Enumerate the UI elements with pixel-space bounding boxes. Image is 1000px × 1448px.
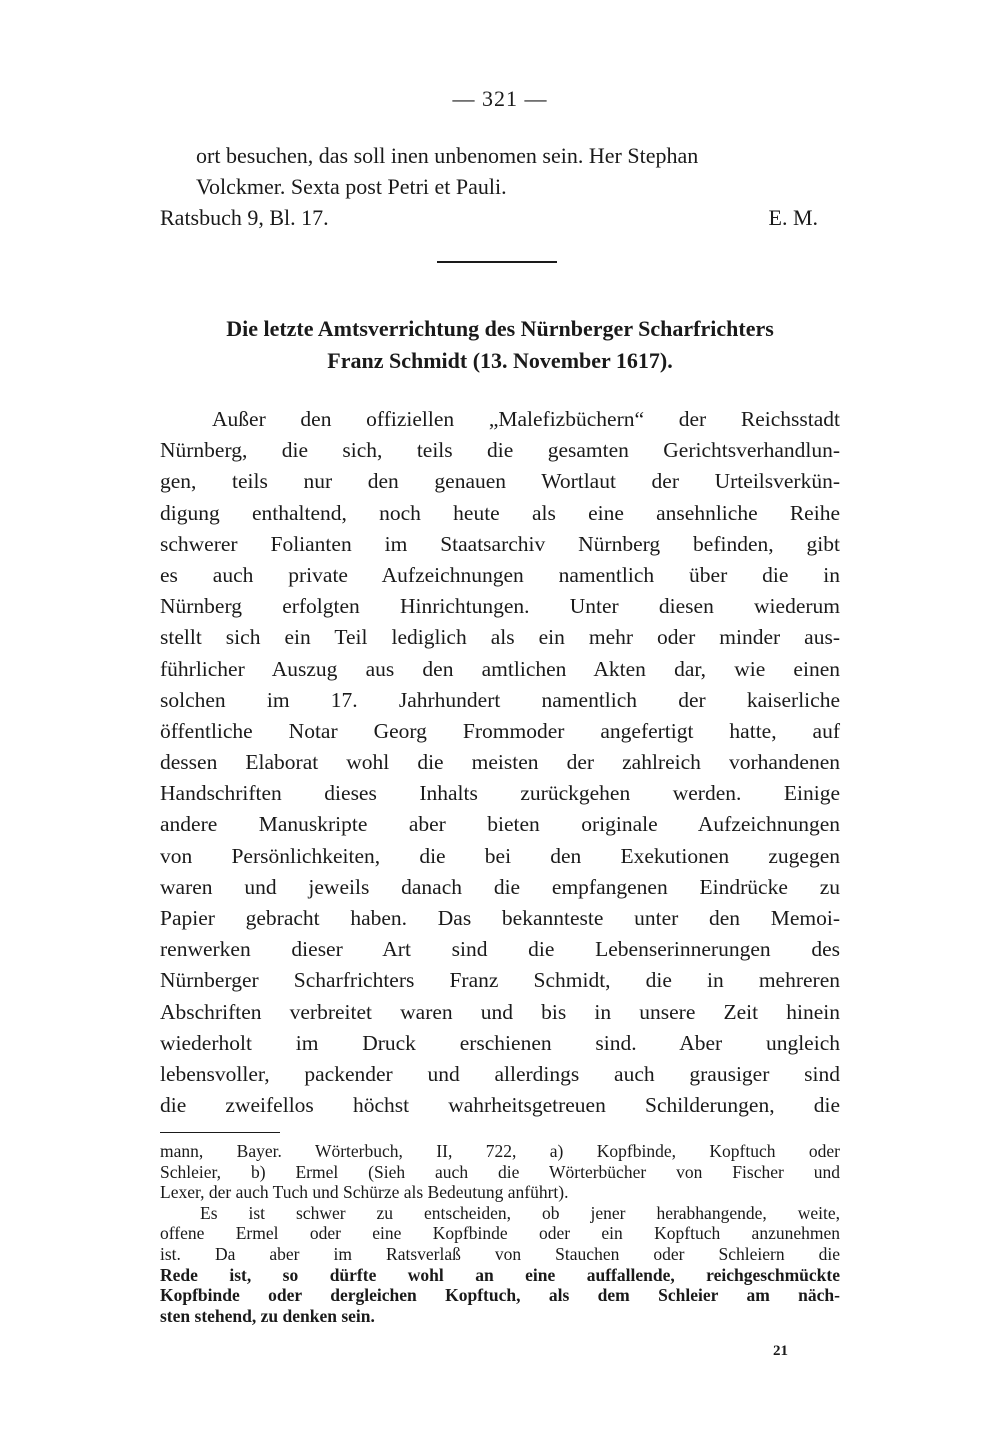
- footnote-line: offene Ermel oder eine Kopfbinde oder ein Kopftuch anzunehmen: [160, 1223, 840, 1244]
- body-line: solchen im 17. Jahrhundert namentlich der kaiserliche: [160, 687, 840, 712]
- body-line: Abschriften verbreitet waren und bis in unsere Zeit hinein: [160, 999, 840, 1024]
- body-line: stellt sich ein Teil lediglich als ein mehr oder minder aus-: [160, 625, 840, 650]
- body-line: Nürnberg, die sich, teils die gesamten Gerichtsverhandlun-: [160, 438, 840, 463]
- body-line: Handschriften dieses Inhalts zurückgehen werden. Einige: [160, 781, 840, 806]
- footnote-line: mann, Bayer. Wörterbuch, II, 722, a) Kopfbinde, Kopftuch oder: [160, 1141, 840, 1161]
- body-line: führlicher Auszug aus den amtlichen Akten dar, wie einen: [160, 656, 840, 681]
- author-initials: E. M.: [768, 205, 818, 230]
- body-line: waren und jeweils danach die empfangenen Eindrücke zu: [160, 874, 840, 899]
- body-line: andere Manuskripte aber bieten originale Aufzeichnungen: [160, 812, 840, 837]
- body-line: Nürnberger Scharfrichters Franz Schmidt, die in mehreren: [160, 968, 840, 993]
- heading-line-1: Die letzte Amtsverrichtung des Nürnberger Scharfrichters: [226, 316, 774, 341]
- footnotes: [160, 1141, 840, 1326]
- signature-mark: 21: [773, 1343, 788, 1359]
- body-line: öffentliche Notar Georg Frommoder angefertigt hatte, auf: [160, 718, 840, 743]
- body-line: gen, teils nur den genauen Wortlaut der Urteilsverkün-: [160, 469, 840, 494]
- body-line: Außer den offiziellen „Malefizbüchern“ der Reichsstadt: [212, 407, 840, 431]
- footnote-divider: [160, 1132, 280, 1133]
- footnote-line: Kopfbinde oder dergleichen Kopftuch, als dem Schleier am näch-: [160, 1285, 840, 1306]
- body-line: digung enthaltend, noch heute als eine ansehnliche Reihe: [160, 500, 840, 525]
- footnote-line: ist. Da aber im Ratsverlaß von Stauchen oder Schleiern die: [160, 1243, 840, 1264]
- body-line: von Persönlichkeiten, die bei den Exekutionen zugegen: [160, 843, 840, 868]
- body-line: die zweifellos höchst wahrheitsgetreuen Schilderungen, die: [160, 1093, 840, 1118]
- footnote-line: Rede ist, so dürfte wohl an eine auffallende, reichgeschmückte: [160, 1264, 840, 1285]
- continuation-line-1: ort besuchen, das soll inen unbenomen sein. Her Stephan: [196, 143, 699, 168]
- body-line: es auch private Aufzeichnungen namentlich über die in: [160, 562, 840, 587]
- body-line: dessen Elaborat wohl die meisten der zahlreich vorhandenen: [160, 750, 840, 775]
- body-line: Nürnberg erfolgten Hinrichtungen. Unter diesen wiederum: [160, 594, 840, 619]
- source-line: [160, 202, 840, 233]
- page-number: — 321 —: [452, 86, 548, 111]
- body-line: schwerer Folianten im Staatsarchiv Nürnberg befinden, gibt: [160, 531, 840, 556]
- footnote-line: sten stehend, zu denken sein.: [160, 1305, 375, 1326]
- continuation-block: [160, 140, 840, 233]
- footnote-line: Es ist schwer zu entscheiden, ob jener herabhangende, weite,: [200, 1202, 840, 1223]
- body-line: lebensvoller, packender und allerdings auch grausiger sind: [160, 1061, 840, 1086]
- body-text: [160, 404, 840, 1121]
- body-line: wiederholt im Druck erschienen sind. Aber ungleich: [160, 1030, 840, 1055]
- source-reference: Ratsbuch 9, Bl. 17.: [160, 205, 329, 230]
- article-heading: [150, 313, 850, 377]
- footnote-line: Schleier, b) Ermel (Sieh auch die Wörterbücher von Fischer und: [160, 1161, 840, 1182]
- section-divider: [437, 261, 557, 263]
- body-line: Papier gebracht haben. Das bekannteste unter den Memoi-: [160, 906, 840, 930]
- continuation-line-2: Volckmer. Sexta post Petri et Pauli.: [196, 174, 507, 199]
- footnote-line: Lexer, der auch Tuch und Schürze als Bedeutung anführt).: [160, 1182, 569, 1203]
- body-line: renwerken dieser Art sind die Lebenserinnerungen des: [160, 937, 840, 962]
- heading-line-2: Franz Schmidt (13. November 1617).: [327, 348, 673, 373]
